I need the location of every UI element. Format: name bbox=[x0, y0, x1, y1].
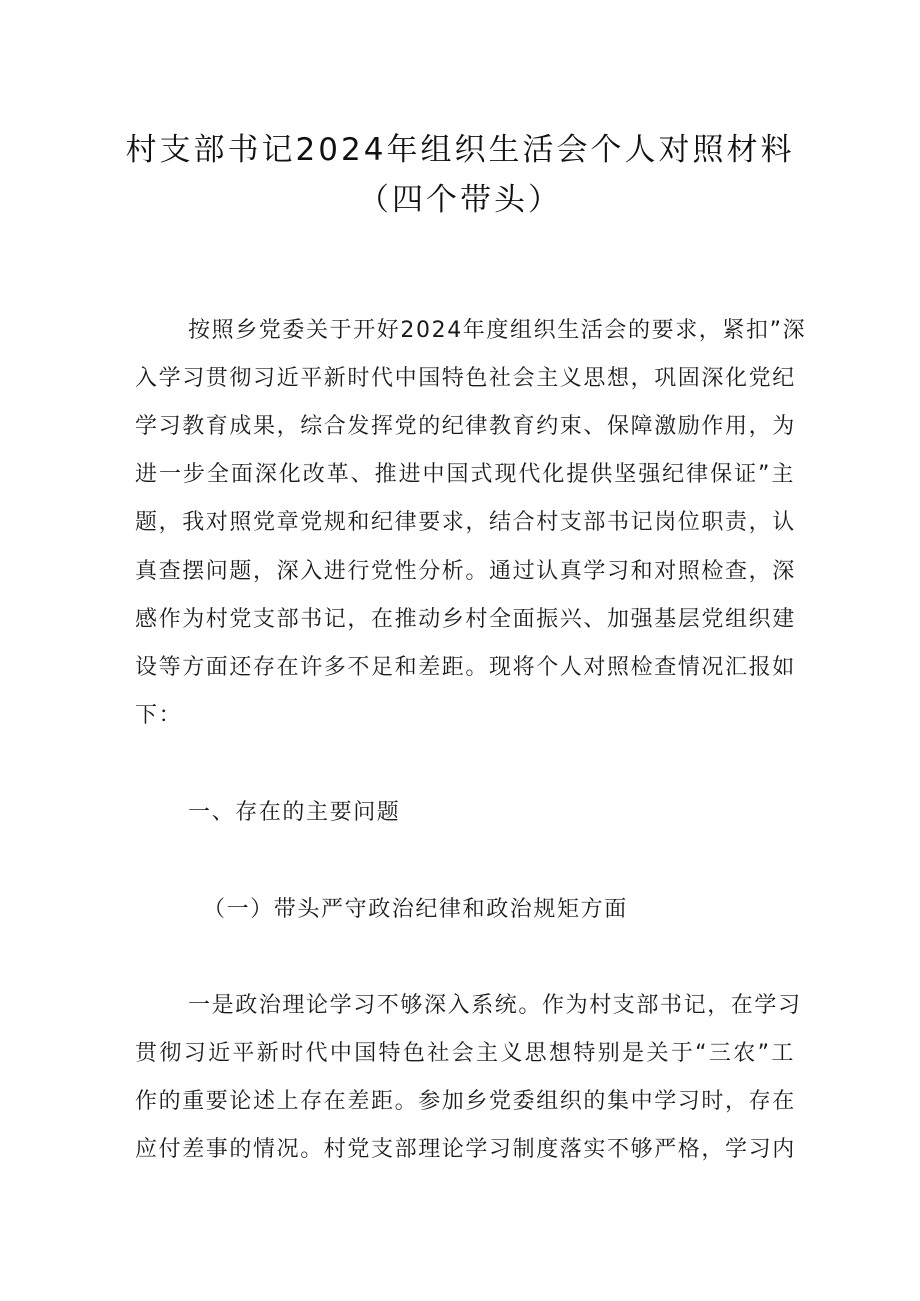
intro-line: 入学习贯彻习近平新时代中国特色社会主义思想，巩固深化党纪 bbox=[135, 366, 796, 391]
body-line: 一是政治理论学习不够深入系统。作为村支部书记，在学习 bbox=[188, 993, 802, 1018]
intro-line: 按照乡党委关于开好2024年度组织生活会的要求，紧扣”深 bbox=[188, 318, 807, 343]
document-title: 村支部书记2024年组织生活会个人对照材料 bbox=[125, 132, 795, 168]
section-heading: 一、存在的主要问题 bbox=[188, 800, 401, 825]
intro-line: 真查摆问题，深入进行党性分析。通过认真学习和对照检查，深 bbox=[135, 559, 796, 584]
subsection-heading: （一）带头严守政治纪律和政治规矩方面 bbox=[203, 897, 628, 922]
intro-line: 下： bbox=[135, 703, 183, 728]
body-line: 应付差事的情况。村党支部理论学习制度落实不够严格，学习内 bbox=[135, 1137, 796, 1162]
body-line: 贯彻习近平新时代中国特色社会主义思想特别是关于“三农”工 bbox=[135, 1041, 795, 1066]
intro-line: 进一步全面深化改革、推进中国式现代化提供坚强纪律保证”主 bbox=[135, 462, 795, 487]
intro-line: 学习教育成果，综合发挥党的纪律教育约束、保障激励作用，为 bbox=[135, 414, 796, 439]
document-subtitle: （四个带头） bbox=[358, 182, 562, 218]
intro-line: 设等方面还存在许多不足和差距。现将个人对照检查情况汇报如 bbox=[135, 655, 796, 680]
intro-line: 题，我对照党章党规和纪律要求，结合村支部书记岗位职责，认 bbox=[135, 510, 796, 535]
intro-line: 感作为村党支部书记，在推动乡村全面振兴、加强基层党组织建 bbox=[135, 607, 796, 632]
body-line: 作的重要论述上存在差距。参加乡党委组织的集中学习时，存在 bbox=[135, 1089, 796, 1114]
